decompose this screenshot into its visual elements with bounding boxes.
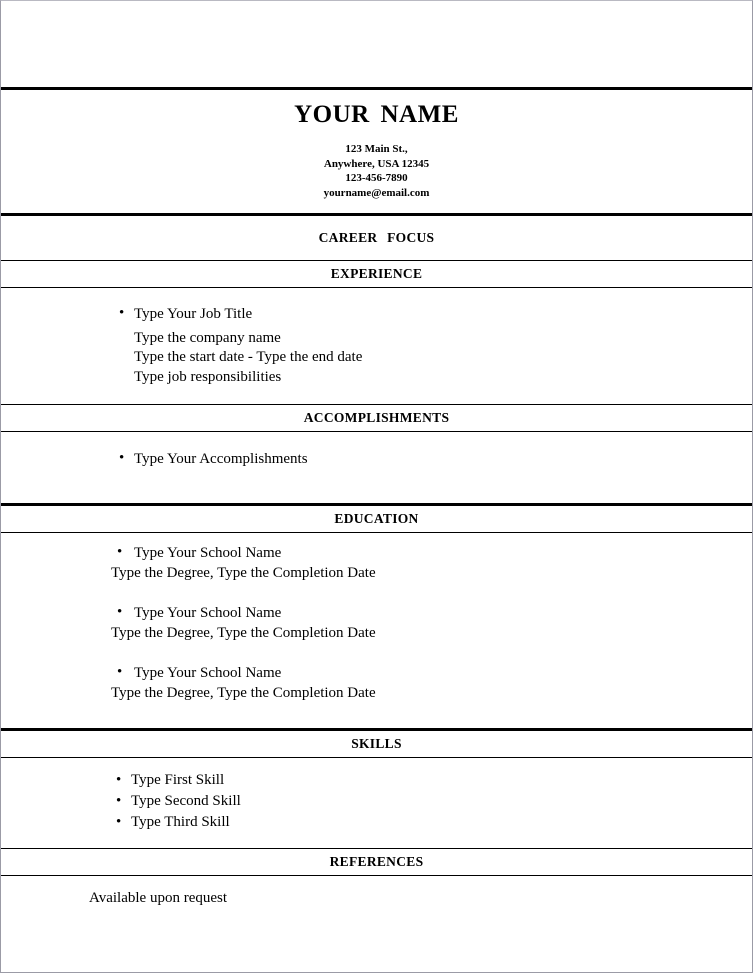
contact-email: yourname@email.com	[323, 186, 430, 199]
page-top-margin	[1, 1, 752, 87]
section-header-experience: EXPERIENCE	[330, 266, 423, 281]
list-item	[1, 770, 752, 791]
contact-city-state-zip: Anywhere, USA 12345	[323, 157, 430, 170]
section-header-skills: SKILLS	[351, 735, 402, 751]
references-text: Available upon request	[89, 889, 228, 906]
education-body	[1, 533, 752, 728]
skill-text: Type Second Skill	[131, 792, 241, 809]
experience-job-title: Type Your Job Title	[134, 306, 253, 322]
accomplishments-body	[1, 432, 752, 503]
education-school: • Type Your School Name	[1, 664, 752, 684]
skills-body	[1, 758, 752, 848]
contact-block	[1, 142, 752, 200]
references-body	[1, 876, 752, 909]
page-title: YOUR NAME	[294, 101, 459, 128]
section-header-education: EDUCATION	[334, 510, 419, 526]
experience-company: Type the company name	[134, 329, 281, 346]
list-item	[1, 305, 752, 325]
resume-header	[1, 90, 752, 213]
experience-details	[1, 329, 752, 388]
skill-text: Type Third Skill	[131, 813, 230, 830]
experience-dates: Type the start date - Type the end date	[134, 349, 363, 365]
list-item	[1, 812, 752, 833]
accomplishments-list	[1, 450, 752, 470]
section-header-accomplishments: ACCOMPLISHMENTS	[303, 410, 450, 425]
accomplishment-text: Type Your Accomplishments	[134, 451, 308, 467]
list-item	[1, 450, 752, 470]
contact-street: 123 Main St.,	[345, 143, 408, 155]
education-degree: Type the Degree, Type the Completion Date	[111, 625, 376, 641]
contact-phone: 123-456-7890	[345, 172, 408, 184]
education-entry	[1, 544, 752, 584]
section-header-references: REFERENCES	[329, 853, 424, 869]
education-entry	[1, 604, 752, 644]
experience-body	[1, 288, 752, 404]
education-entry	[1, 664, 752, 704]
education-degree: Type the Degree, Type the Completion Date	[111, 565, 376, 581]
experience-responsibilities: Type job responsibilities	[134, 368, 282, 385]
education-school: • Type Your School Name	[1, 544, 752, 564]
education-school: • Type Your School Name	[1, 604, 752, 624]
experience-list	[1, 305, 752, 325]
list-item	[1, 791, 752, 812]
skills-list	[1, 770, 752, 833]
skill-text: Type First Skill	[131, 771, 225, 788]
education-degree: Type the Degree, Type the Completion Date	[111, 685, 376, 701]
section-header-career-focus: CAREER FOCUS	[318, 230, 435, 245]
